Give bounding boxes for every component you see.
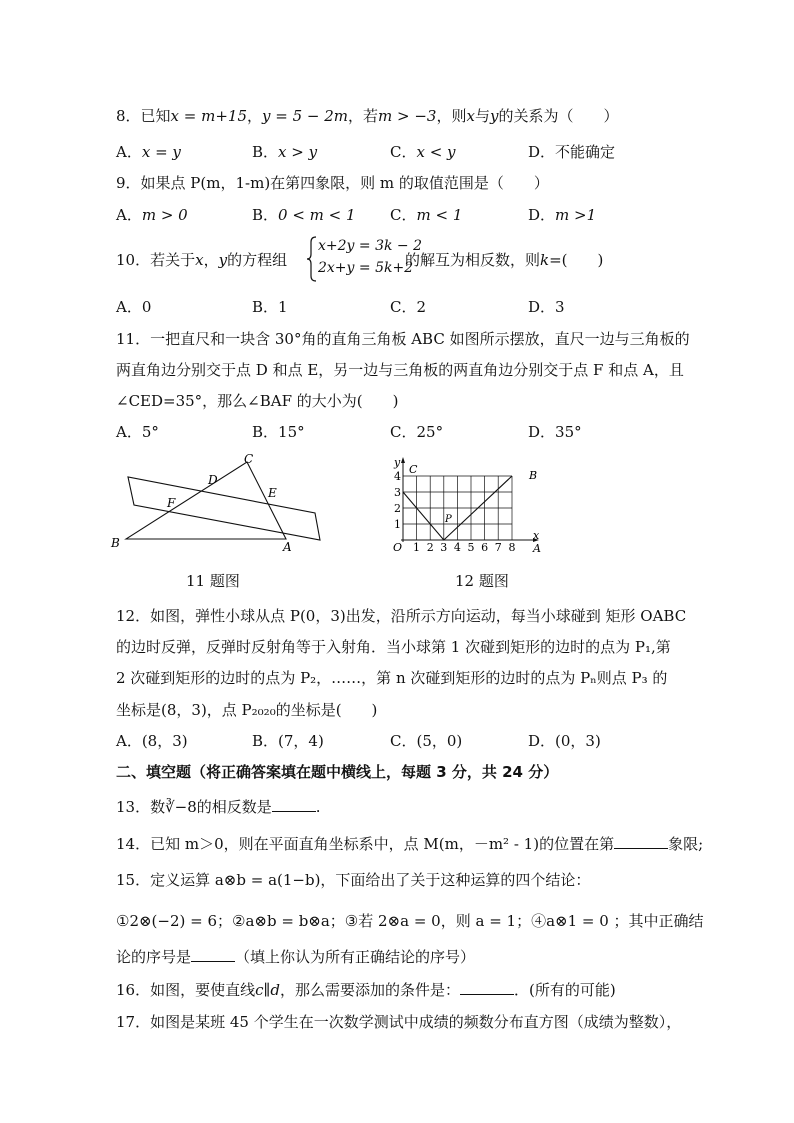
q12-option-b: B．(7，4) — [252, 732, 324, 750]
q10-stem-left — [116, 250, 287, 270]
q10-eq1: x+2y = 3k − 2 — [318, 238, 423, 254]
q15-line3 — [116, 947, 475, 967]
q8-eq2: y = 5 − 2m — [262, 107, 349, 125]
option-letter: D． — [528, 143, 556, 161]
label-c: C — [244, 452, 254, 466]
q10-x: x — [195, 251, 204, 269]
q14-text: 14．已知 m＞0，则在平面直角坐标系中，点 M(m，－m² - 1)的位置在第 — [116, 835, 615, 853]
q12-line2: 的边时反弹，反弹时反射角等于入射角．当小球第 1 次碰到矩形的边时的点为 P₁,第 — [116, 638, 671, 656]
q9-option-a — [116, 205, 188, 225]
y-axis-label: y — [394, 456, 401, 469]
option-value: m < 1 — [416, 206, 463, 224]
q8-text: 的关系为（ ） — [498, 107, 619, 125]
option-value: x < y — [416, 143, 456, 161]
option-value: 0 < m < 1 — [278, 206, 356, 224]
q11-option-d: D．35° — [528, 423, 582, 441]
point-b-label: B — [529, 469, 538, 482]
q8-text: ，若 — [348, 107, 379, 125]
q10-eq2: 2x+y = 5k+2 — [318, 260, 414, 276]
q11-line2: 两直角边分别交于点 D 和点 E，另一边与三角板的两直角边分别交于点 F 和点 A，且 — [116, 361, 684, 379]
q8-text: 8．已知 — [116, 107, 171, 125]
q8-text: 与 — [474, 107, 490, 125]
x-tick-6: 6 — [481, 541, 489, 554]
q8-option-d — [528, 142, 615, 162]
q15-line2: ①2⊗(−2) = 6；②a⊗b = b⊗a；③若 2⊗a = 0，则 a = 1；④a⊗1 = 0 ；其中正确结 — [116, 912, 704, 930]
option-letter: C． — [390, 206, 417, 224]
option-value: x > y — [278, 143, 318, 161]
section-2-title: 二、填空题（将正确答案填在题中横线上，每题 3 分，共 24 分） — [116, 763, 559, 781]
q12-option-d: D．(0，3) — [528, 732, 601, 750]
x-tick-7: 7 — [494, 541, 502, 554]
q8-text: ， — [247, 107, 263, 125]
x-tick-5: 5 — [467, 541, 475, 554]
q12-line1: 12．如图，弹性小球从点 P(0，3)出发，沿所示方向运动，每当小球碰到 矩形 OABC — [116, 607, 687, 625]
q8-text: ，则 — [436, 107, 467, 125]
y-tick-1: 1 — [394, 518, 401, 531]
option-letter: A． — [116, 143, 142, 161]
q12-line3: 2 次碰到矩形的边时的点为 P₂，……，第 n 次碰到矩形的边时的点为 Pₙ则点 P₃ 的 — [116, 669, 668, 687]
q10-text: 的解互为相反数，则 — [405, 251, 541, 269]
option-letter: C． — [390, 143, 417, 161]
q9-stem: 9．如果点 P(m，1-m)在第四象限，则 m 的取值范围是（ ） — [116, 174, 549, 192]
x-tick-2: 2 — [426, 541, 434, 554]
q10-text: 10．若关于 — [116, 251, 196, 269]
q16-text: ．(所有的可能) — [514, 981, 616, 999]
q11-option-c: C．25° — [390, 423, 444, 441]
figure-12-caption: 12 题图 — [455, 572, 509, 590]
q17-line1: 17．如图是某班 45 个学生在一次数学测试中成绩的频数分布直方图（成绩为整数）， — [116, 1013, 682, 1031]
grid — [403, 476, 512, 540]
y-tick-3: 3 — [394, 486, 401, 499]
q10-text: 的方程组 — [227, 251, 288, 269]
q10-text: =( ) — [549, 251, 604, 269]
q13-text: 的相反数是 — [196, 798, 272, 816]
q14-text: 象限; — [668, 835, 704, 853]
q9-option-b — [252, 205, 356, 225]
q10-option-a: A．0 — [116, 298, 152, 316]
left-brace-icon — [306, 236, 318, 282]
q16-text: ，那么需要添加的条件是： — [280, 981, 461, 999]
y-tick-4: 4 — [394, 470, 401, 483]
option-value: 不能确定 — [555, 143, 616, 161]
y-tick-2: 2 — [394, 502, 401, 515]
q8-stem — [116, 106, 618, 126]
q11-option-a: A．5° — [116, 423, 159, 441]
q11-line1: 11．一把直尺和一块含 30°角的直角三角板 ABC 如图所示摆放，直尺一边与三角板的 — [116, 330, 690, 348]
q10-option-d: D．3 — [528, 298, 565, 316]
q11-line3: ∠CED=35°，那么∠BAF 的大小为( ) — [116, 392, 399, 410]
q8-option-c — [390, 142, 456, 162]
label-a: A — [283, 540, 292, 554]
q13 — [116, 797, 321, 817]
origin-label: O — [393, 541, 403, 554]
q14-answer-blank[interactable] — [614, 834, 668, 849]
q10-option-c: C．2 — [390, 298, 427, 316]
q10-k: k — [540, 251, 550, 269]
x-tick-3: 3 — [440, 541, 448, 554]
q9-option-c — [390, 205, 462, 225]
q15-text: 论的序号是 — [116, 948, 192, 966]
q13-answer-blank[interactable] — [272, 797, 316, 812]
x-tick-4: 4 — [453, 541, 461, 554]
q10-text: ， — [203, 251, 219, 269]
option-letter: D． — [528, 206, 556, 224]
ruler — [128, 477, 320, 540]
q16-expr: c∥d — [255, 981, 281, 999]
q10-y: y — [218, 251, 228, 269]
figure-11-caption: 11 题图 — [186, 572, 240, 590]
y-axis-arrow-icon — [401, 457, 405, 463]
q15-text: （填上你认为所有正确结论的序号） — [235, 948, 476, 966]
option-letter: B． — [252, 143, 279, 161]
option-value: m >1 — [555, 206, 597, 224]
q8-x: x — [466, 107, 475, 125]
option-letter: A． — [116, 206, 142, 224]
triangle-abc — [126, 462, 286, 539]
q16 — [116, 980, 616, 1000]
q12-line4: 坐标是(8，3)，点 P₂₀₂₀的坐标是( ) — [116, 701, 378, 719]
q12-option-a: A．(8，3) — [116, 732, 188, 750]
label-b: B — [111, 536, 120, 550]
q8-option-b — [252, 142, 317, 162]
q15-line1: 15．定义运算 a⊗b = a(1−b)，下面给出了关于这种运算的四个结论： — [116, 871, 591, 889]
q13-text: . — [315, 798, 321, 816]
option-value: m > 0 — [141, 206, 188, 224]
q11-option-b: B．15° — [252, 423, 305, 441]
q10-equation-system — [306, 236, 423, 282]
option-value: x = y — [141, 143, 181, 161]
q8-eq1: x = m+15 — [170, 107, 247, 125]
label-e: E — [268, 486, 277, 500]
figure-11 — [108, 449, 328, 559]
q8-cond: m > −3 — [378, 107, 437, 125]
q15-answer-blank[interactable] — [191, 947, 235, 962]
q12-option-c: C．(5，0) — [390, 732, 463, 750]
label-f: F — [167, 496, 176, 510]
q16-text: 16．如图，要使直线 — [116, 981, 256, 999]
x-tick-8: 8 — [508, 541, 516, 554]
q13-text: 13．数 — [116, 798, 166, 816]
q16-answer-blank[interactable] — [460, 980, 514, 995]
q13-radical: ∛−8 — [165, 798, 197, 816]
label-d: D — [208, 473, 218, 487]
point-a-label: A — [533, 542, 541, 554]
point-p-label: P — [445, 514, 452, 525]
q8-option-a — [116, 142, 181, 162]
option-letter: B． — [252, 206, 279, 224]
x-axis-label: x — [533, 529, 540, 542]
q9-option-d — [528, 205, 596, 225]
q10-stem-right — [405, 250, 603, 270]
q10-option-b: B．1 — [252, 298, 288, 316]
figure-12 — [390, 454, 550, 554]
q14 — [116, 834, 703, 854]
x-tick-1: 1 — [413, 541, 420, 554]
q8-y: y — [489, 107, 499, 125]
point-c-label: C — [409, 463, 418, 476]
